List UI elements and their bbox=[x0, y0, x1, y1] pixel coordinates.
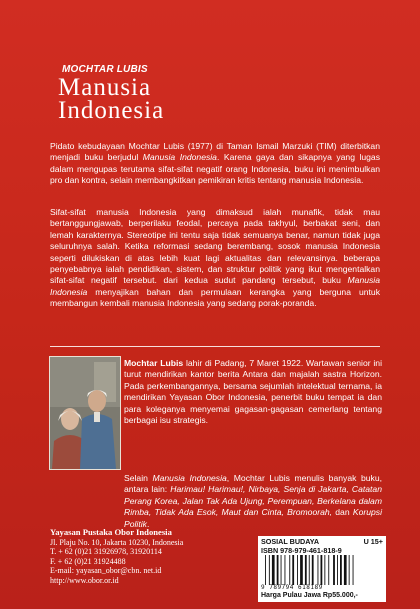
barcode-bar bbox=[349, 555, 350, 585]
age-rating: U 15+ bbox=[363, 537, 383, 546]
book-title bbox=[58, 76, 258, 122]
barcode-bar bbox=[344, 555, 347, 585]
barcode-bar bbox=[340, 555, 342, 585]
barcode-bar bbox=[285, 555, 286, 585]
author-bio: Mochtar Lubis lahir di Padang, 7 Maret 1922. Wartawan senior ini turut mendirikan kantor berita Antara dan majalah sastra Horizon. Pada perkembangannya, bersama sejumlah intelektual ternama, ia mendirikan Yayasan Obor Indonesia, penerbit buku tempat ia dan para koleganya menyemai gagasan-gagasan cemerlang tentang berbagai isu strategis. bbox=[124, 358, 382, 426]
barcode-bar bbox=[300, 555, 303, 585]
barcode-bar bbox=[265, 555, 266, 585]
barcode-bar bbox=[321, 555, 323, 585]
isbn-text: ISBN 978-979-461-818-9 bbox=[261, 546, 342, 555]
barcode-bar bbox=[305, 555, 307, 585]
publisher-info bbox=[50, 528, 250, 586]
book-title-inline: Manusia Indonesia bbox=[142, 152, 217, 163]
barcode-bar bbox=[281, 555, 282, 585]
barcode-bar bbox=[292, 555, 294, 585]
synopsis-paragraph-1: Pidato kebudayaan Mochtar Lubis (1977) di Taman Ismail Marzuki (TIM) diterbitkan menjadi buku berjudul Manusia Indonesia. Karena gaya dan sikapnya yang lugas dalam mengupas terutama sifat-sifat negatif orang Indonesia, buku ini menimbulkan pro dan kontra, selain membangkitkan pemikiran kritis tentang manusia Indonesia. bbox=[50, 141, 380, 186]
author-photo bbox=[49, 356, 121, 470]
publisher-fax: F. + 62 (0)21 31924488 bbox=[50, 556, 126, 566]
barcode-bar bbox=[297, 555, 298, 585]
author-name-heading: MOCHTAR LUBIS bbox=[62, 64, 148, 75]
title-line-2: Indonesia bbox=[58, 97, 165, 124]
works-list: Harimau! Harimau!, Nirbaya, Senja di Jakarta, Catatan Perang Korea, Jalan Tak Ada Ujung, Perempuan, Berkelana dalam Rimba, Tidak Ada Esok, Maut dan Cinta, Bromoorah, bbox=[124, 484, 382, 518]
divider-line bbox=[50, 346, 380, 347]
barcode-bar bbox=[289, 555, 290, 585]
barcode-bar bbox=[309, 555, 310, 585]
author-works: Selain Manusia Indonesia, Mochtar Lubis menulis banyak buku, antara lain: Harimau! Harimau!, Nirbaya, Senja di Jakarta, Catatan Perang Korea, Jalan Tak Ada Ujung, Perempuan, Berkelana dalam Rimba, Tidak Ada Esok, Maut dan Cinta, Bromoorah, dan Korupsi Politik. bbox=[124, 473, 382, 529]
barcode-bar bbox=[324, 555, 325, 585]
author-photo-image bbox=[50, 357, 120, 469]
barcode-bar bbox=[272, 555, 275, 585]
barcode-bar bbox=[269, 555, 270, 585]
barcode-label bbox=[258, 536, 386, 602]
barcode-icon bbox=[261, 555, 383, 585]
publisher-address: Jl. Plaju No. 10, Jakarta 10230, Indonesia bbox=[50, 537, 184, 547]
barcode-bar bbox=[337, 555, 338, 585]
barcode-bar bbox=[333, 555, 335, 585]
barcode-bar bbox=[328, 555, 329, 585]
book-title-inline: Manusia Indonesia bbox=[50, 275, 380, 297]
publisher-name: Yayasan Pustaka Obor Indonesia bbox=[50, 527, 172, 537]
barcode-bar bbox=[353, 555, 354, 585]
barcode-bar bbox=[318, 555, 319, 585]
title-line-1: Manusia bbox=[58, 74, 152, 101]
barcode-digits: 9 789794 618189 bbox=[261, 584, 323, 591]
bio-author-name: Mochtar Lubis bbox=[124, 358, 184, 368]
barcode-bar bbox=[277, 555, 279, 585]
price-label: Harga Pulau Jawa Rp55.000,- bbox=[261, 592, 358, 599]
publisher-email: E-mail: yayasan_obor@cbn. net.id bbox=[50, 566, 162, 576]
category-label: SOSIAL BUDAYA bbox=[261, 537, 320, 546]
barcode-bar bbox=[312, 555, 314, 585]
publisher-website: http://www.obor.or.id bbox=[50, 575, 119, 585]
publisher-phone: T. + 62 (0)21 31926978, 31920114 bbox=[50, 547, 162, 557]
synopsis-paragraph-2: Sifat-sifat manusia Indonesia yang dimaksud ialah munafik, tidak mau bertanggungjawab, berperilaku feodal, percaya pada takhyul, berbakat seni, dan lemah karakternya. Stereotipe ini tentu saja tidak semuanya benar, namun tidak juga seluruhnya salah. Ketika reformasi sedang berembang, sosok manusia Indonesia seperti dilukiskan di atas lebih kuat lagi aktualitas dan relevansinya. beberapa penyebabnya ialah pendidikan, sistem, dan struktur politik yang ikut mengentalkan sifat-sifat negatif tersebut. dari kedua sudut pandang tersebut, buku Manusia Indonesia menyajikan bahan dan permulaan kerangka yang berguna untuk membangun kembali manusia Indonesia yang sedang porak-poranda. bbox=[50, 207, 380, 309]
